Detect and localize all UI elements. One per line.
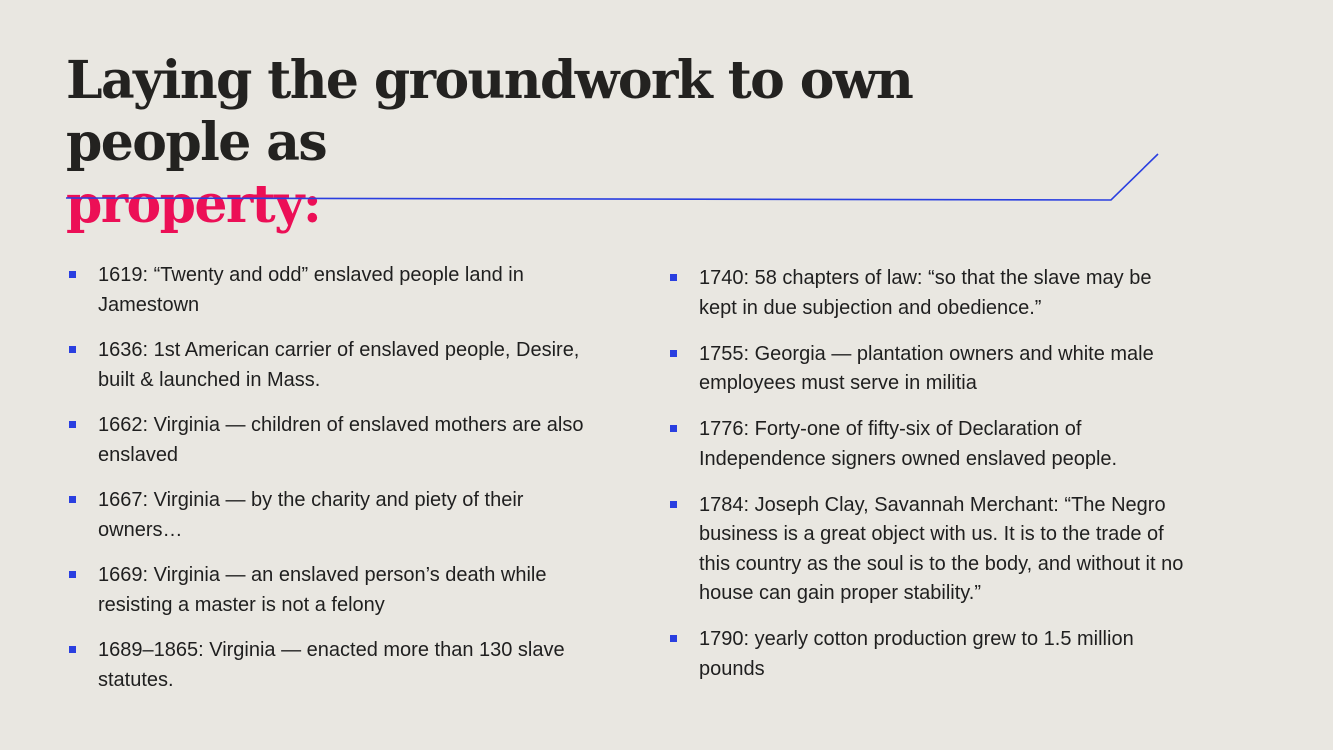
- list-item: [66, 561, 586, 620]
- list-item-text: 1669: Virginia — an enslaved person’s death while resisting a master is not a felony: [98, 564, 547, 616]
- list-item-text: 1667: Virginia — by the charity and piety of their owners…: [98, 489, 524, 541]
- square-bullet-icon: [670, 350, 677, 357]
- list-item-text: 1619: “Twenty and odd” enslaved people land in Jamestown: [98, 264, 524, 316]
- timeline-left-column: [66, 261, 586, 711]
- list-item-text: 1776: Forty-one of fifty-six of Declaration of Independence signers owned enslaved people.: [699, 418, 1118, 470]
- title-accent-word: property:: [66, 174, 321, 235]
- list-item-text: 1662: Virginia — children of enslaved mothers are also enslaved: [98, 414, 584, 466]
- list-item: [667, 625, 1187, 684]
- square-bullet-icon: [69, 271, 76, 278]
- square-bullet-icon: [69, 571, 76, 578]
- list-item: [667, 415, 1187, 474]
- timeline-right-column: [667, 264, 1187, 701]
- square-bullet-icon: [670, 425, 677, 432]
- slide-title: [66, 50, 1066, 236]
- list-item: [66, 336, 586, 395]
- list-item: [66, 486, 586, 545]
- list-item: [66, 636, 586, 695]
- square-bullet-icon: [69, 421, 76, 428]
- list-item-text: 1636: 1st American carrier of enslaved people, Desire, built & launched in Mass.: [98, 339, 580, 391]
- square-bullet-icon: [69, 646, 76, 653]
- square-bullet-icon: [670, 274, 677, 281]
- square-bullet-icon: [69, 346, 76, 353]
- square-bullet-icon: [670, 635, 677, 642]
- list-item-text: 1755: Georgia — plantation owners and white male employees must serve in militia: [699, 342, 1154, 394]
- list-item-text: 1790: yearly cotton production grew to 1.5 million pounds: [699, 628, 1134, 680]
- list-item-text: 1784: Joseph Clay, Savannah Merchant: “The Negro business is a great object with us. It is to the trade of this country as the soul is to the body, and without it no house can gain proper stability.”: [699, 493, 1184, 604]
- list-item: [66, 261, 586, 320]
- list-item-text: 1740: 58 chapters of law: “so that the slave may be kept in due subjection and obedience.”: [699, 267, 1152, 319]
- list-item: [667, 491, 1187, 609]
- list-item-text: 1689–1865: Virginia — enacted more than 130 slave statutes.: [98, 639, 565, 691]
- list-item: [66, 411, 586, 470]
- title-line-1: Laying the groundwork to own people as: [66, 50, 913, 173]
- square-bullet-icon: [69, 496, 76, 503]
- list-item: [667, 264, 1187, 323]
- square-bullet-icon: [670, 501, 677, 508]
- list-item: [667, 340, 1187, 399]
